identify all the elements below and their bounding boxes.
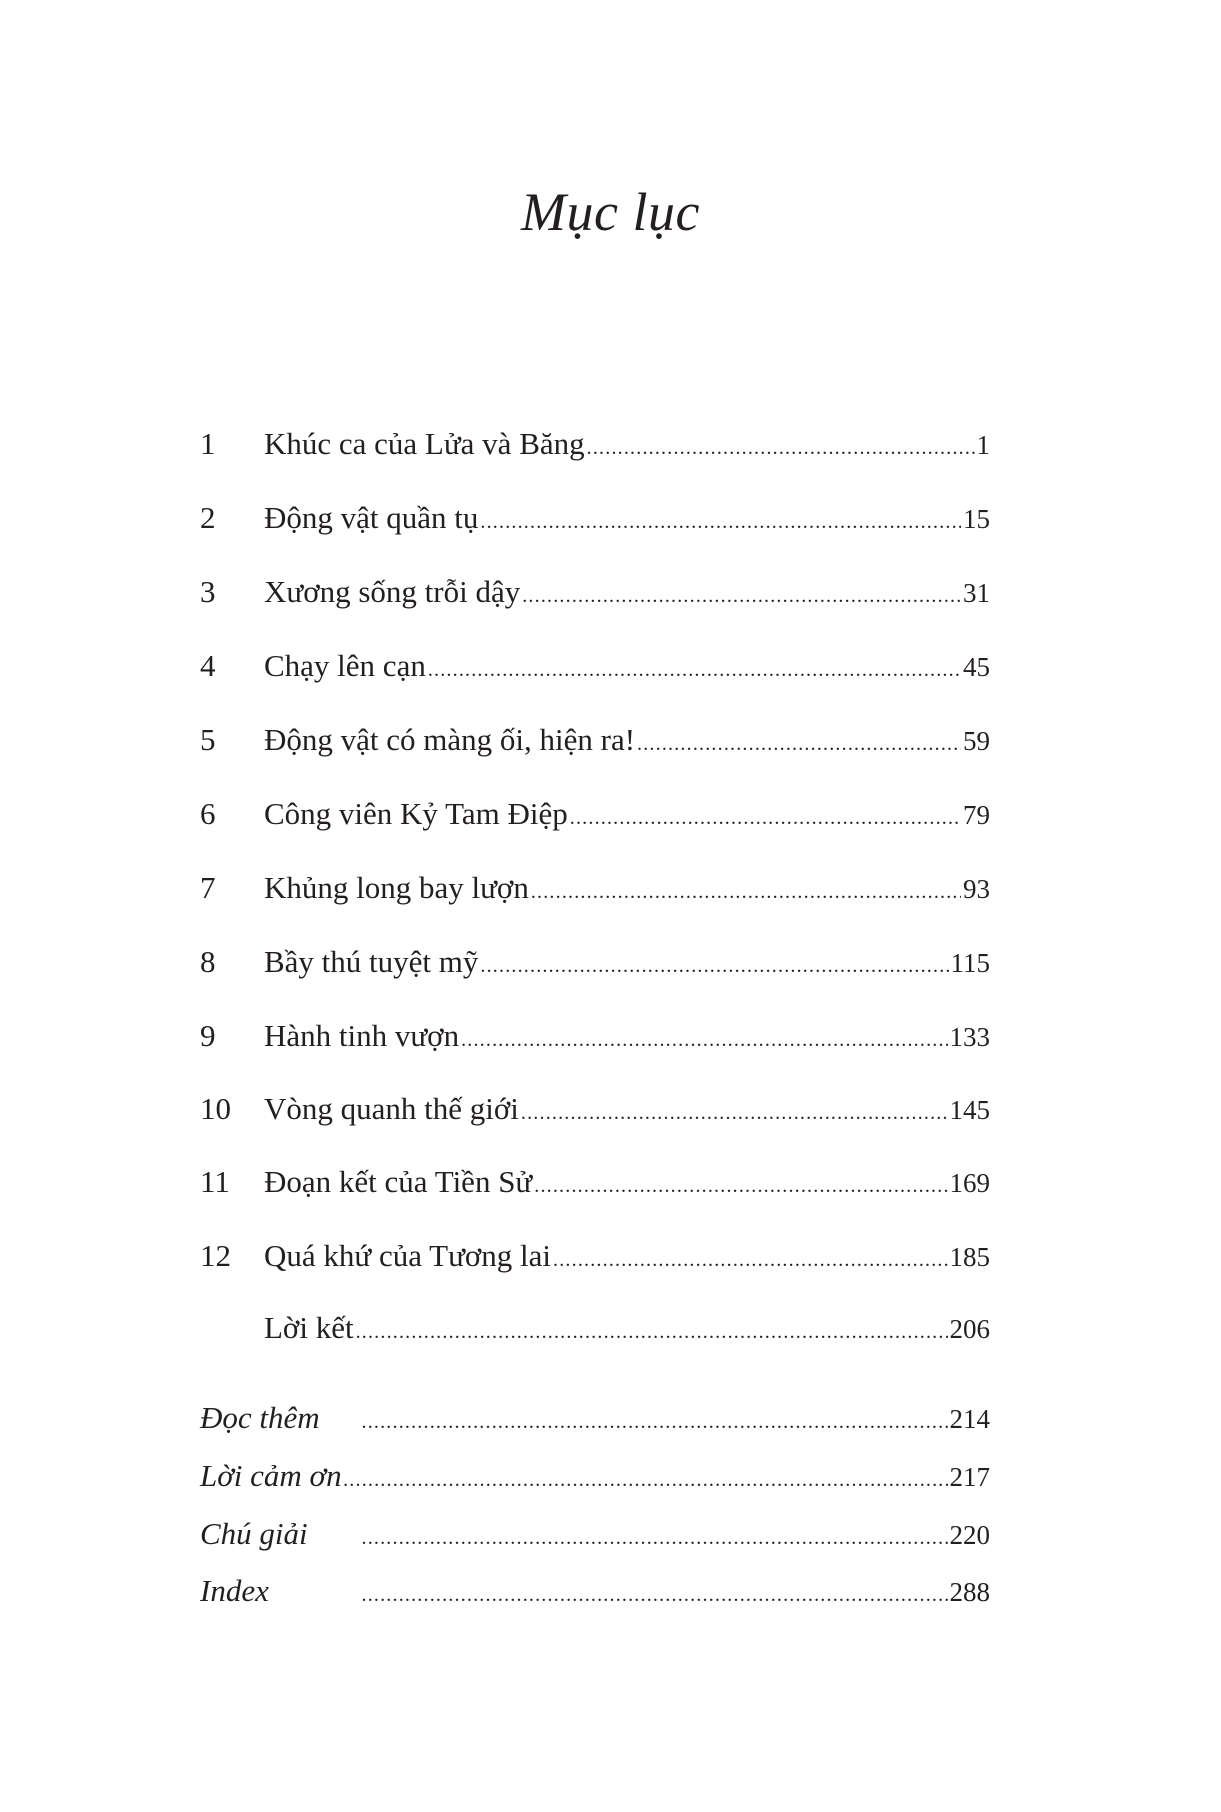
chapter-number: 2 [200, 500, 216, 535]
chapter-title: Đoạn kết của Tiền Sử [264, 1164, 533, 1199]
dot-leader [428, 650, 961, 690]
toc-entry-notes[interactable] [200, 1514, 990, 1554]
page-number: 45 [963, 652, 990, 682]
chapter-title: Động vật có màng ối, hiện ra! [264, 722, 636, 757]
dot-leader [362, 1402, 948, 1442]
dot-leader [521, 1093, 948, 1133]
chapter-number: 8 [200, 944, 216, 979]
chapter-number: 11 [200, 1164, 230, 1199]
toc-entry-index[interactable] [200, 1571, 990, 1611]
chapter-title: Hành tinh vượn [264, 1018, 460, 1053]
page-number: 145 [949, 1095, 990, 1125]
page-number: 31 [963, 578, 990, 608]
chapter-title: Xương sống trỗi dậy [264, 574, 521, 609]
dot-leader [637, 724, 961, 764]
chapter-number: 5 [200, 722, 216, 757]
toc-entry-chapter-10[interactable] [200, 1089, 990, 1129]
chapter-title: Khủng long bay lượn [264, 870, 529, 905]
chapter-title: Khúc ca của Lửa và Băng [264, 426, 585, 461]
toc-entry-chapter-9[interactable] [200, 1016, 990, 1056]
toc-entry-chapter-3[interactable] [200, 572, 990, 612]
chapter-title: Vòng quanh thế giới [264, 1091, 519, 1126]
toc-entry-chapter-12[interactable] [200, 1236, 990, 1276]
page-number: 15 [963, 504, 990, 534]
page-number: 217 [949, 1462, 990, 1492]
chapter-number: 1 [200, 426, 216, 461]
toc-entry-chapter-5[interactable] [200, 720, 990, 760]
back-matter-title: Index [200, 1573, 269, 1608]
page-number: 133 [949, 1022, 990, 1052]
toc-entry-chapter-8[interactable] [200, 942, 990, 982]
toc-entry-chapter-1[interactable] [200, 424, 990, 464]
chapter-title: Lời kết [264, 1310, 354, 1345]
chapter-title: Quá khứ của Tương lai [264, 1238, 552, 1273]
dot-leader [356, 1312, 948, 1352]
dot-leader [480, 946, 948, 986]
dot-leader [522, 576, 961, 616]
chapter-number: 3 [200, 574, 216, 609]
dot-leader [587, 428, 975, 468]
dot-leader [534, 1166, 947, 1206]
toc-entry-chapter-4[interactable] [200, 646, 990, 686]
toc-entry-epilogue[interactable] [200, 1308, 990, 1348]
chapter-number: 9 [200, 1018, 216, 1053]
chapter-title: Chạy lên cạn [264, 648, 426, 683]
page-title: Mục lục [521, 182, 700, 242]
toc-entry-chapter-6[interactable] [200, 794, 990, 834]
dot-leader [344, 1460, 948, 1500]
page-number: 214 [949, 1404, 990, 1434]
dot-leader [362, 1518, 948, 1558]
dot-leader [362, 1575, 948, 1615]
dot-leader [531, 872, 961, 912]
toc-entry-chapter-2[interactable] [200, 498, 990, 538]
toc-entry-further-reading[interactable] [200, 1398, 990, 1438]
dot-leader [553, 1240, 947, 1280]
page-number: 59 [963, 726, 990, 756]
page-number: 79 [963, 800, 990, 830]
page-number: 1 [976, 430, 990, 460]
toc-entry-acknowledgements[interactable] [200, 1456, 990, 1496]
toc-entry-chapter-11[interactable] [200, 1162, 990, 1202]
dot-leader [480, 502, 961, 542]
page-number: 220 [949, 1520, 990, 1550]
chapter-number: 7 [200, 870, 216, 905]
chapter-number: 12 [200, 1238, 231, 1273]
back-matter-title: Chú giải [200, 1516, 308, 1551]
page-number: 169 [949, 1168, 990, 1198]
chapter-title: Công viên Kỷ Tam Điệp [264, 796, 568, 831]
page-number: 288 [949, 1577, 990, 1607]
back-matter-title: Lời cảm ơn [200, 1458, 342, 1493]
page-number: 115 [950, 948, 990, 978]
dot-leader [570, 798, 961, 838]
chapter-number: 10 [200, 1091, 231, 1126]
chapter-title: Động vật quần tụ [264, 500, 479, 535]
page-number: 185 [949, 1242, 990, 1272]
back-matter-title: Đọc thêm [200, 1400, 320, 1435]
chapter-title: Bầy thú tuyệt mỹ [264, 944, 479, 979]
page-number: 206 [949, 1314, 990, 1344]
chapter-number: 4 [200, 648, 216, 683]
chapter-number: 6 [200, 796, 216, 831]
dot-leader [461, 1020, 947, 1060]
page-number: 93 [963, 874, 990, 904]
toc-entry-chapter-7[interactable] [200, 868, 990, 908]
